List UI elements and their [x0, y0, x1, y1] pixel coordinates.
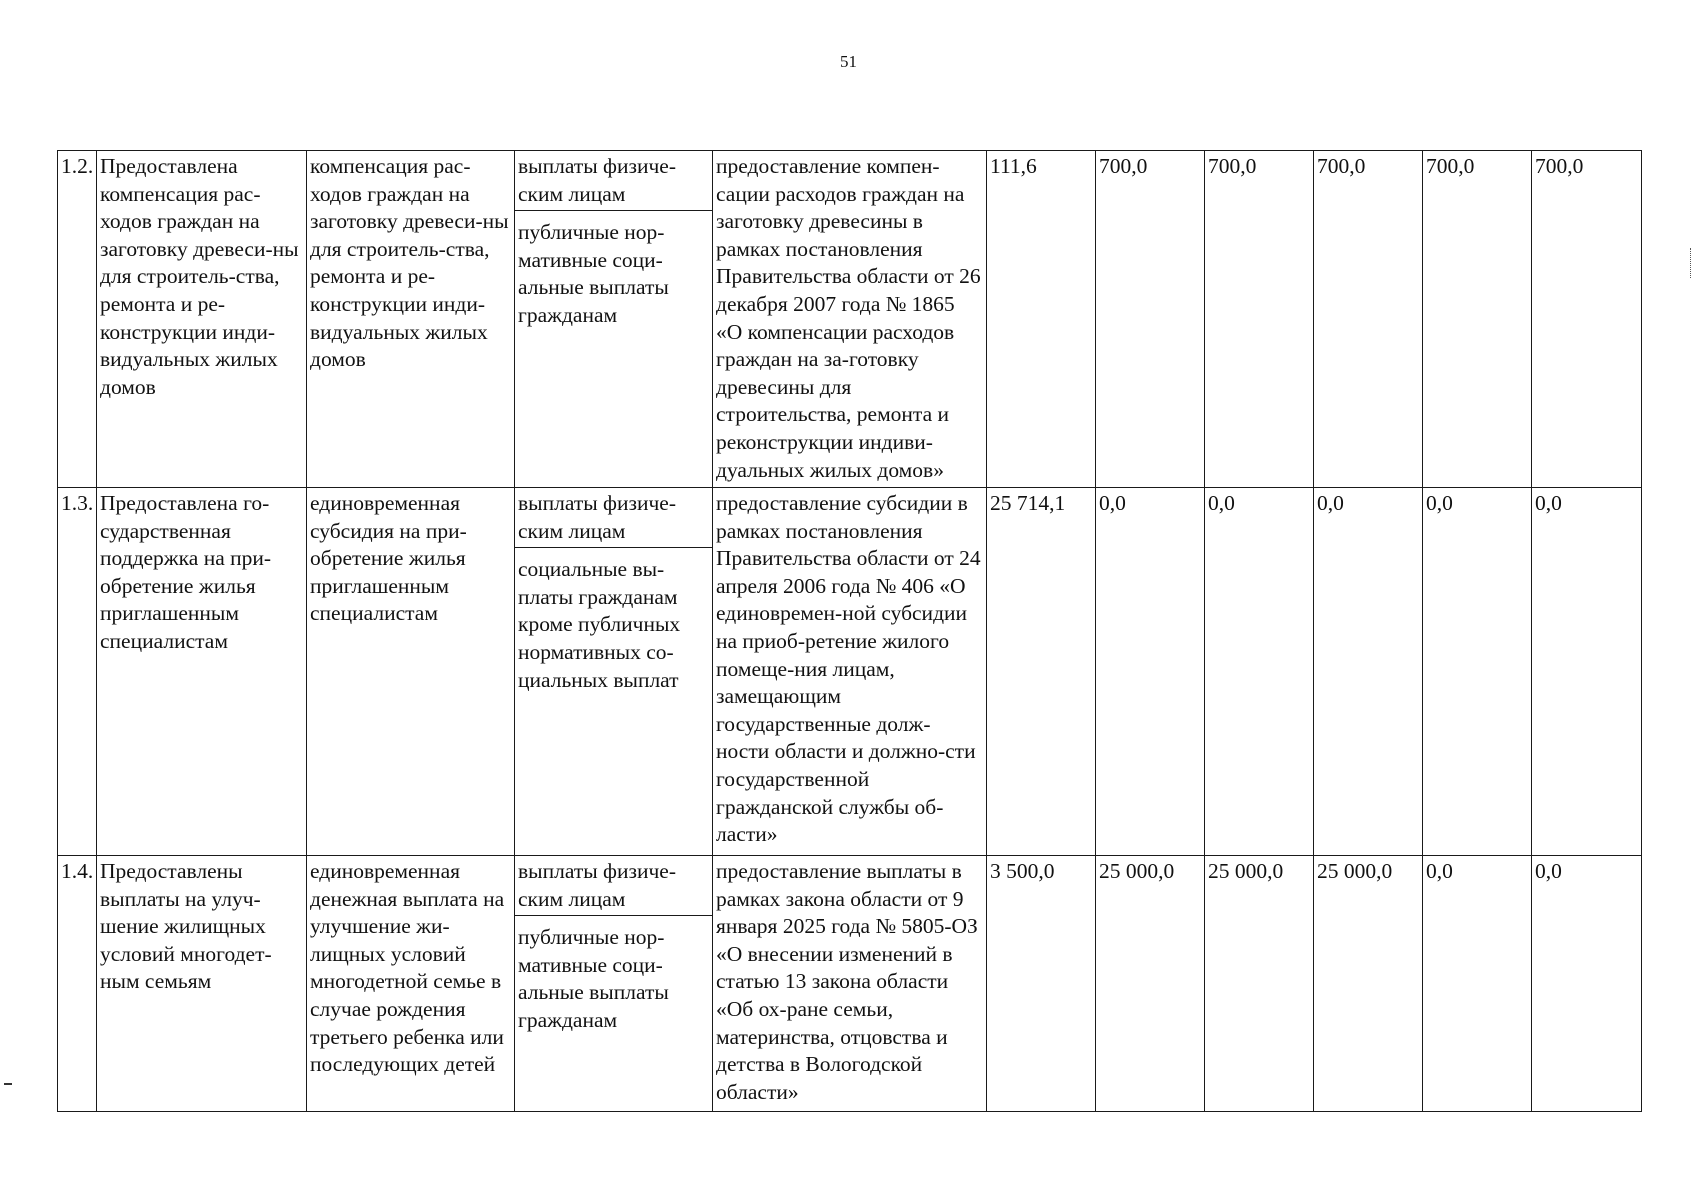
payment-type-cell: [515, 856, 713, 1112]
scan-mark: [1690, 248, 1693, 278]
program-table: [57, 150, 1642, 1112]
table-row: [58, 856, 1642, 1112]
value-cell: 0,0: [1423, 856, 1532, 1112]
description-cell: предоставление выплаты в рамках закона области от 9 января 2025 года № 5805-ОЗ «О внесении изменений в статью 13 закона области «Об ох-ране семьи, материнства, отцовства и детства в Вологодской области»: [713, 856, 987, 1112]
value-cell: 0,0: [1532, 488, 1642, 856]
table-row: [58, 151, 1642, 488]
value-cell: 25 000,0: [1205, 856, 1314, 1112]
payment-type: выплаты физиче-ским лицам: [515, 856, 712, 916]
payment-subtype: публичные нор-мативные соци-альные выплаты гражданам: [518, 925, 669, 1032]
measure-cell: компенсация рас-ходов граждан на заготовку древеси-ны для строитель-ства, ремонта и ре-конструкции инди-видуальных жилых домов: [307, 151, 515, 488]
row-index: 1.4.: [58, 856, 97, 1112]
payment-type: выплаты физиче-ским лицам: [515, 488, 712, 548]
measure-cell: единовременная денежная выплата на улучшение жи-лищных условий многодетной семье в случае рождения третьего ребенка или последующих детей: [307, 856, 515, 1112]
measure-cell: единовременная субсидия на при-обретение жилья приглашенным специалистам: [307, 488, 515, 856]
page-number: 51: [840, 52, 857, 71]
payment-subtype: социальные вы-платы гражданам кроме публичных нормативных со-циальных выплат: [518, 557, 681, 692]
value-cell: 3 500,0: [987, 856, 1096, 1112]
payment-type-cell: [515, 151, 713, 488]
value-cell: 700,0: [1205, 151, 1314, 488]
row-index: 1.3.: [58, 488, 97, 856]
payment-type-cell: [515, 488, 713, 856]
value-cell: 0,0: [1314, 488, 1423, 856]
value-cell: 0,0: [1205, 488, 1314, 856]
result-cell: Предоставлена компенсация рас-ходов граждан на заготовку древеси-ны для строитель-ства, ремонта и ре-конструкции инди-видуальных жилых домов: [97, 151, 307, 488]
value-cell: 0,0: [1096, 488, 1205, 856]
value-cell: 700,0: [1096, 151, 1205, 488]
description-cell: предоставление субсидии в рамках постановления Правительства области от 24 апреля 2006 года № 406 «О единовремен-ной субсидии на приоб-ретение жилого помеще-ния лицам, замещающим государственные долж-ности области и должно-сти государственной гражданской службы об-ласти»: [713, 488, 987, 856]
result-cell: Предоставлены выплаты на улуч-шение жилищных условий многодет-ным семьям: [97, 856, 307, 1112]
value-cell: 25 000,0: [1096, 856, 1205, 1112]
value-cell: 700,0: [1423, 151, 1532, 488]
value-cell: 0,0: [1423, 488, 1532, 856]
scan-mark: [4, 1083, 12, 1085]
value-cell: 700,0: [1314, 151, 1423, 488]
payment-type: выплаты физиче-ским лицам: [515, 151, 712, 211]
payment-subtype: публичные нор-мативные соци-альные выплаты гражданам: [518, 220, 669, 327]
value-cell: 25 000,0: [1314, 856, 1423, 1112]
table-row: [58, 488, 1642, 856]
value-cell: 700,0: [1532, 151, 1642, 488]
description-cell: предоставление компен-сации расходов граждан на заготовку древесины в рамках постановления Правительства области от 26 декабря 2007 года № 1865 «О компенсации расходов граждан на за-готовку древесины для строительства, ремонта и реконструкции индиви-дуальных жилых домов»: [713, 151, 987, 488]
value-cell: 111,6: [987, 151, 1096, 488]
result-cell: Предоставлена го-сударственная поддержка на при-обретение жилья приглашенным специалистам: [97, 488, 307, 856]
value-cell: 25 714,1: [987, 488, 1096, 856]
value-cell: 0,0: [1532, 856, 1642, 1112]
row-index: 1.2.: [58, 151, 97, 488]
